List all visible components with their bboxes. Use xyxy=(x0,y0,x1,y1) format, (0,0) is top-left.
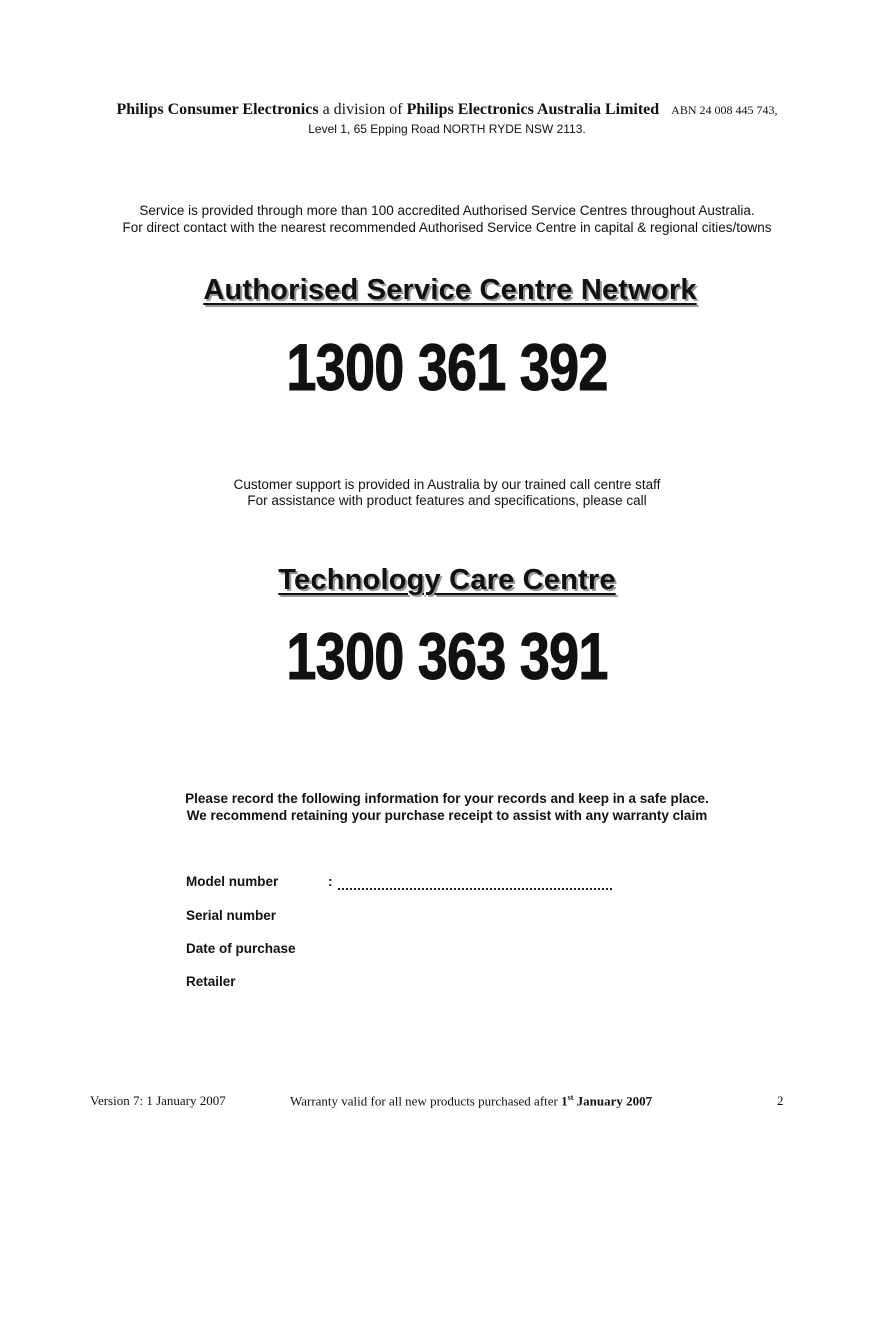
date-of-purchase-label: Date of purchase xyxy=(186,941,296,956)
model-number-field[interactable] xyxy=(338,884,612,890)
service-network-heading: Authorised Service Centre Network xyxy=(203,274,697,306)
warranty-date: January 2007 xyxy=(576,1093,653,1109)
retailer-label: Retailer xyxy=(186,974,236,989)
model-number-label: Model number xyxy=(186,874,279,889)
company-line xyxy=(0,101,894,119)
company-name: Philips Consumer Electronics xyxy=(116,101,319,118)
footer-warranty xyxy=(290,1093,652,1109)
model-number-colon: : xyxy=(328,874,333,889)
page-number: 2 xyxy=(777,1093,784,1108)
company-address: Level 1, 65 Epping Road NORTH RYDE NSW 2113. xyxy=(308,122,586,136)
warranty-prefix: Warranty valid for all new products purchased after xyxy=(290,1093,558,1109)
support-line-1: Customer support is provided in Australia by our trained call centre staff xyxy=(233,477,661,492)
footer-version: Version 7: 1 January 2007 xyxy=(90,1093,226,1108)
warranty-day: 1 xyxy=(561,1093,568,1109)
records-instruction-1: Please record the following information for your records and keep in a safe place. xyxy=(185,791,709,806)
service-line-2: For direct contact with the nearest recommended Authorised Service Centre in capital & regional cities/towns xyxy=(122,220,772,235)
records-instruction-2: We recommend retaining your purchase receipt to assist with any warranty claim xyxy=(186,808,708,823)
parent-company: Philips Electronics Australia Limited xyxy=(406,101,660,118)
serial-number-label: Serial number xyxy=(186,908,277,923)
abn-number: ABN 24 008 445 743, xyxy=(671,103,778,117)
care-centre-phone: 1300 363 391 xyxy=(286,619,608,693)
service-line-1: Service is provided through more than 100 accredited Authorised Service Centres throughout Australia. xyxy=(139,203,755,218)
support-line-2: For assistance with product features and specifications, please call xyxy=(247,493,647,508)
division-text: a division of xyxy=(322,101,403,118)
service-network-phone: 1300 361 392 xyxy=(286,330,608,404)
care-centre-heading: Technology Care Centre xyxy=(278,564,616,596)
warranty-day-suffix: st xyxy=(567,1093,574,1102)
